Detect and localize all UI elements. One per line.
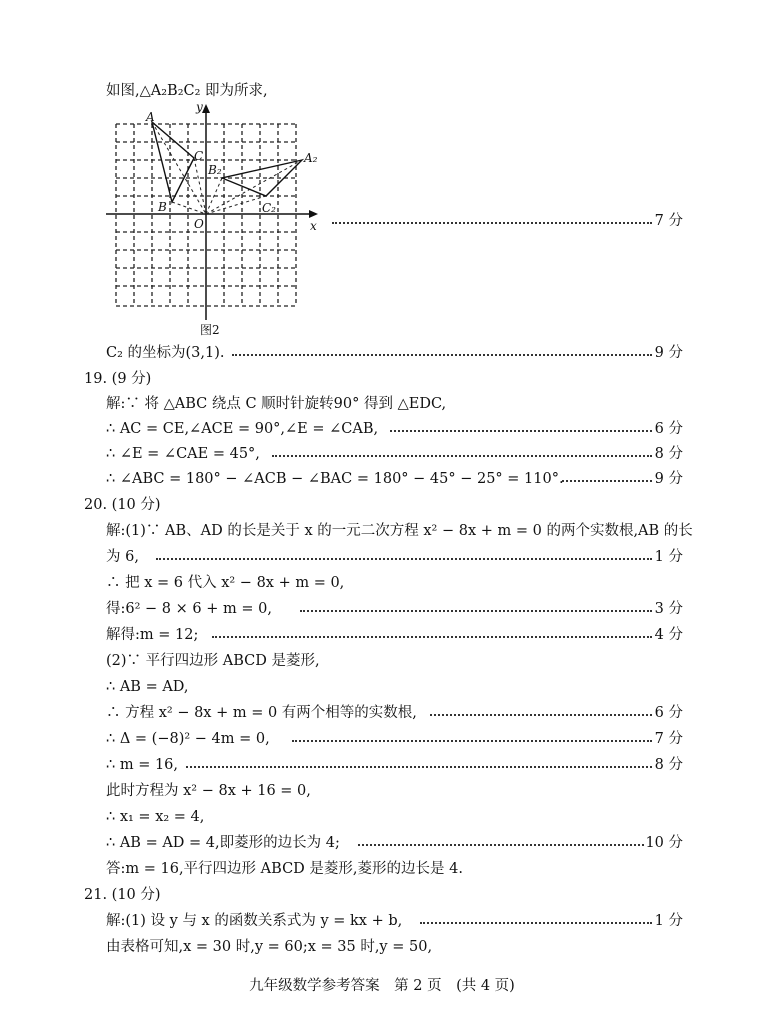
label-b: B	[158, 200, 167, 214]
line-text: ∴ 方程 x² − 8x + m = 0 有两个相等的实数根,	[106, 705, 417, 721]
score-label: 7 分	[654, 213, 683, 229]
y-axis-label: y	[196, 100, 203, 114]
line-text: ∴ ∠E = ∠CAE = 45°,	[106, 446, 260, 462]
dot-leader	[272, 455, 652, 457]
score-label: 7 分	[654, 731, 683, 747]
dot-leader	[390, 430, 652, 432]
dot-leader	[212, 636, 652, 638]
line-text: 19. (9 分)	[84, 371, 152, 387]
line-text: 解:(1) 设 y 与 x 的函数关系式为 y = kx + b,	[106, 913, 403, 929]
dot-leader	[156, 558, 652, 560]
answer-line	[0, 624, 764, 646]
answer-line	[0, 754, 764, 776]
answer-line	[0, 418, 764, 440]
line-text: 20. (10 分)	[84, 497, 161, 513]
intro-line	[0, 80, 764, 102]
score-label: 10 分	[645, 835, 683, 851]
answer-line	[0, 572, 764, 594]
triangle-a2b2c2	[222, 160, 302, 196]
dot-leader	[420, 922, 652, 924]
intro-text: 如图,△A₂B₂C₂ 即为所求,	[106, 83, 268, 99]
answer-line	[0, 832, 764, 854]
figure-caption: 图2	[200, 323, 220, 337]
line-text: ∴ AB = AD,	[106, 679, 189, 695]
line-text: ∴ Δ = (−8)² − 4m = 0,	[106, 731, 270, 747]
answer-line	[0, 650, 764, 672]
score-label: 9 分	[654, 471, 683, 487]
answer-line	[0, 210, 764, 232]
dot-leader	[300, 610, 652, 612]
answer-line	[0, 780, 764, 802]
problem-heading	[0, 494, 764, 516]
answer-line	[0, 468, 764, 490]
score-label: 4 分	[654, 627, 683, 643]
dot-leader	[332, 222, 652, 224]
label-a2: A₂	[304, 151, 318, 165]
line-text: ∴ m = 16,	[106, 757, 179, 773]
score-label: 8 分	[654, 446, 683, 462]
line-text: ∴ AC = CE,∠ACE = 90°,∠E = ∠CAB,	[106, 421, 379, 437]
answer-line	[0, 546, 764, 568]
score-label: 8 分	[654, 757, 683, 773]
answer-line	[0, 936, 764, 958]
label-c2: C₂	[262, 201, 276, 215]
answer-line	[0, 806, 764, 828]
line-text: 解:∵ 将 △ABC 绕点 C 顺时针旋转90° 得到 △EDC,	[106, 396, 447, 412]
label-c: C	[194, 149, 204, 163]
x-axis-label: x	[310, 219, 317, 233]
line-text: ∴ 把 x = 6 代入 x² − 8x + m = 0,	[106, 575, 345, 591]
score-label: 6 分	[654, 421, 683, 437]
dot-leader	[186, 766, 652, 768]
line-text: ∴ x₁ = x₂ = 4,	[106, 809, 205, 825]
line-text: 答:m = 16,平行四边形 ABCD 是菱形,菱形的边长是 4.	[106, 861, 463, 877]
answer-line	[0, 598, 764, 620]
line-text: ∴ AB = AD = 4,即菱形的边长为 4;	[106, 835, 340, 851]
problem-heading	[0, 884, 764, 906]
dot-leader	[358, 844, 644, 846]
score-label: 1 分	[654, 913, 683, 929]
dot-leader	[292, 740, 652, 742]
dot-leader	[430, 714, 652, 716]
score-label: 1 分	[654, 549, 683, 565]
score-label: 9 分	[654, 345, 683, 361]
answer-line	[0, 728, 764, 750]
answer-line	[0, 443, 764, 465]
answer-line	[0, 393, 764, 415]
line-text: ∴ ∠ABC = 180° − ∠ACB − ∠BAC = 180° − 45° − 25° = 110°.	[106, 471, 564, 487]
answer-line	[0, 702, 764, 724]
line-text: C₂ 的坐标为(3,1).	[106, 345, 225, 361]
origin-label: O	[194, 217, 204, 231]
label-b2: B₂	[208, 163, 222, 177]
dot-leader	[562, 480, 652, 482]
score-label: 6 分	[654, 705, 683, 721]
line-text: 21. (10 分)	[84, 887, 161, 903]
page-footer: 九年级数学参考答案 第 2 页 (共 4 页)	[249, 978, 515, 994]
line-text: 得:6² − 8 × 6 + m = 0,	[106, 601, 272, 617]
line-text: 解:(1)∵ AB、AD 的长是关于 x 的一元二次方程 x² − 8x + m = 0 的两个实数根,AB 的长	[106, 523, 693, 539]
line-text: 解得:m = 12;	[106, 627, 199, 643]
label-a: A	[146, 110, 155, 124]
line-text: 由表格可知,x = 30 时,y = 60;x = 35 时,y = 50,	[106, 939, 433, 955]
answer-line	[0, 910, 764, 932]
answer-line	[0, 858, 764, 880]
answer-line	[0, 342, 764, 364]
problem-heading	[0, 368, 764, 390]
score-label: 3 分	[654, 601, 683, 617]
answer-line	[0, 676, 764, 698]
rotation-guides	[152, 122, 302, 214]
line-text: (2)∵ 平行四边形 ABCD 是菱形,	[106, 653, 320, 669]
line-text: 为 6,	[106, 549, 139, 565]
dot-leader	[232, 354, 652, 356]
answer-line	[0, 520, 764, 542]
line-text: 此时方程为 x² − 8x + 16 = 0,	[106, 783, 311, 799]
